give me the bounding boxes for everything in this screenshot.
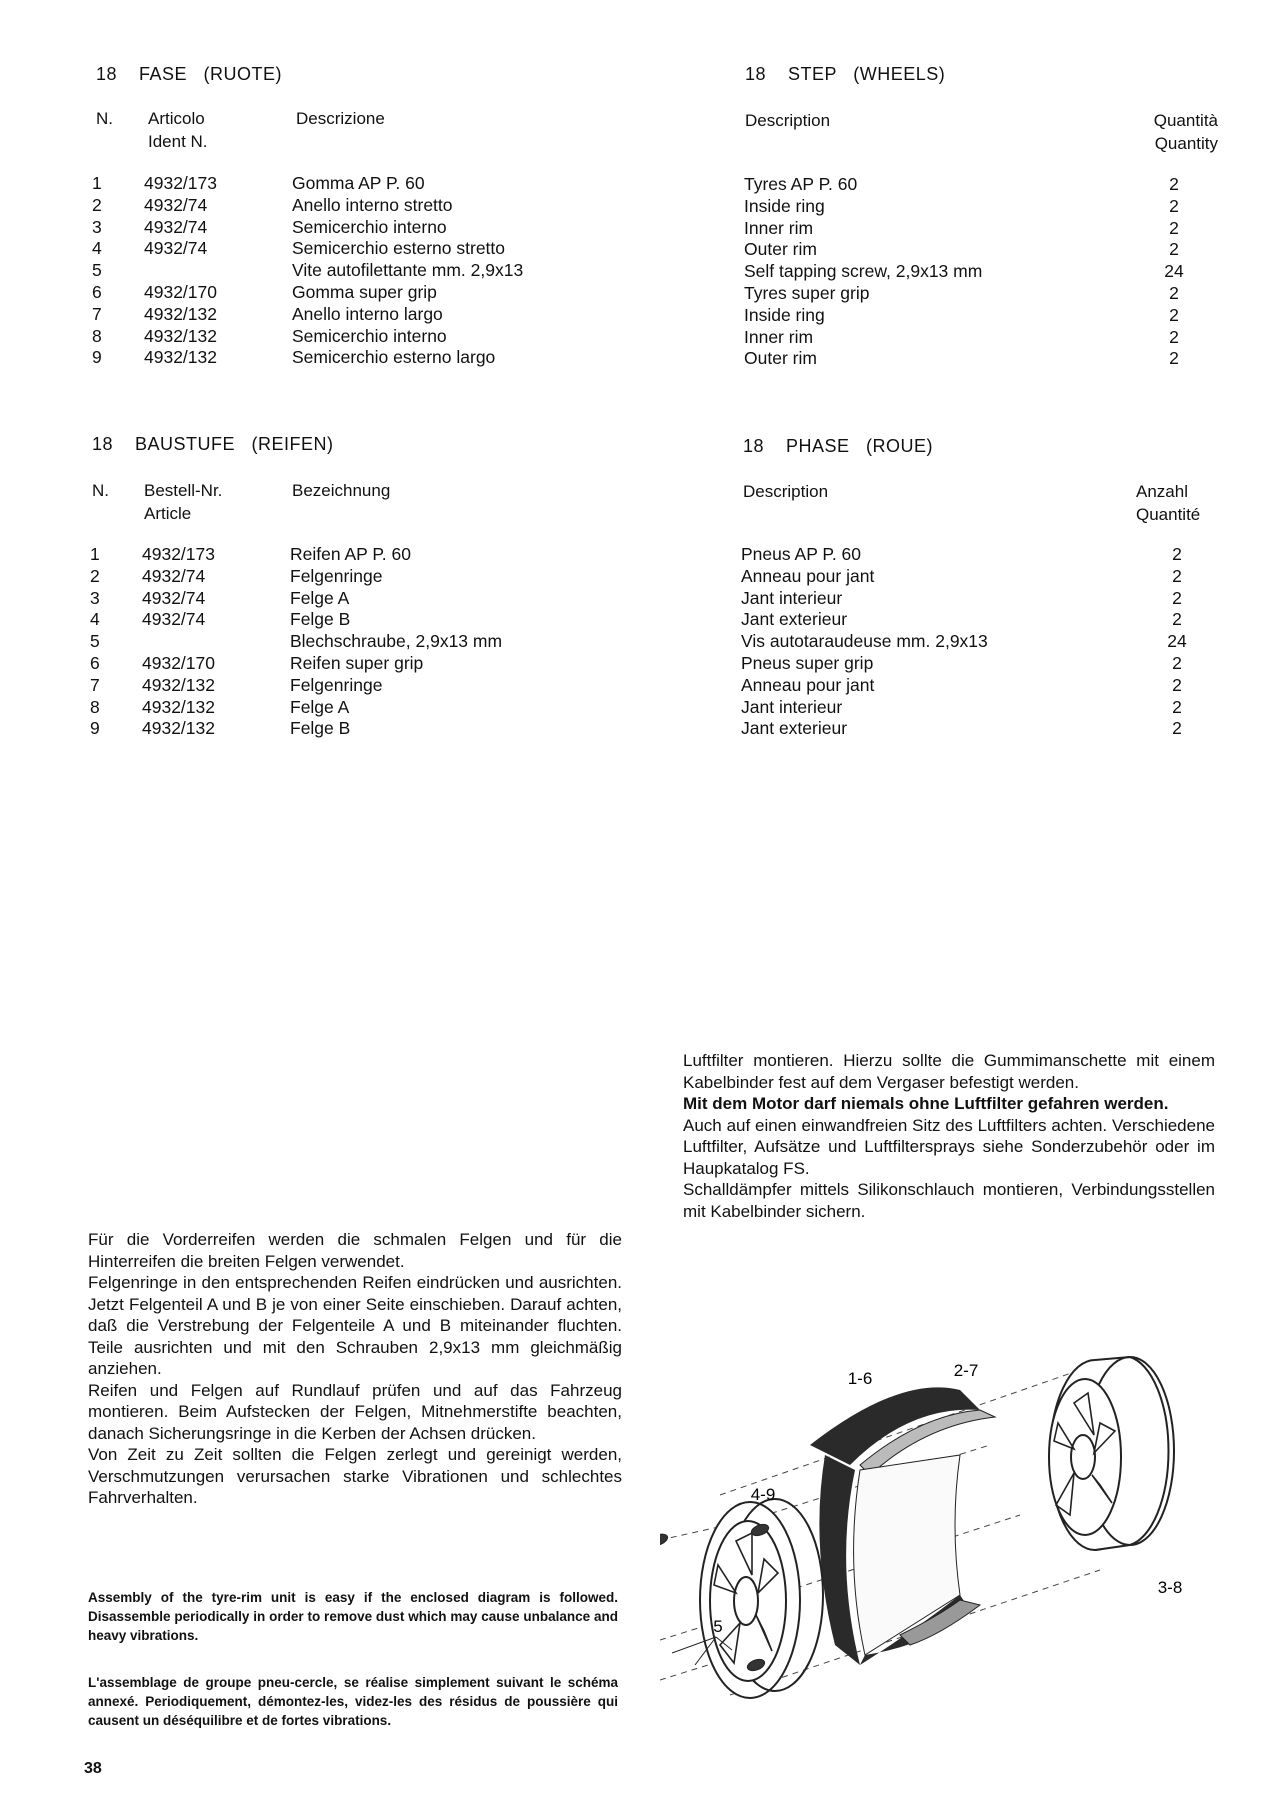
english-cell-desc: Self tapping screw, 2,9x13 mm [744, 261, 983, 282]
label-5: 5 [713, 1617, 723, 1636]
german-cell-art [142, 631, 290, 653]
italian-cell-n: 3 [92, 216, 102, 237]
italian-cell-desc: Semicerchio interno [292, 216, 447, 237]
italian-cell-n: 5 [92, 260, 102, 281]
wheel-para-1: Für die Vorderreifen werden die schmalen Felgen und für die Hinterreifen die breiten Felgen verwendet. [88, 1230, 622, 1271]
german-cell-desc: Reifen AP P. 60 [290, 544, 411, 564]
english-cell-desc: Outer rim [744, 348, 817, 369]
table-row [90, 697, 590, 719]
table-row [741, 697, 1207, 719]
tyre-part [810, 1387, 995, 1665]
table-row [741, 631, 1207, 653]
italian-cell-art: 4932/173 [144, 173, 217, 193]
german-cell-art: 4932/173 [142, 544, 215, 564]
italian-col-no: N. [96, 109, 113, 128]
label-4-9: 4-9 [750, 1485, 776, 1504]
english-col-description: Description [745, 111, 831, 130]
italian-parts-table [92, 173, 592, 369]
french-cell-desc: Pneus AP P. 60 [741, 544, 862, 564]
italian-cell-desc: Semicerchio interno [292, 325, 447, 346]
table-row [741, 588, 1207, 610]
table-row [744, 218, 1204, 240]
table-row [92, 217, 592, 239]
english-parts-table [744, 174, 1204, 370]
table-row [90, 588, 590, 610]
english-cell-desc: Inner rim [744, 326, 814, 347]
italian-cell-art: 4932/74 [144, 238, 208, 259]
french-section-title: 18 PHASE (ROUE) [743, 436, 934, 456]
french-col-quantity: Anzahl Quantité [1136, 482, 1201, 524]
wheel-exploded-diagram [660, 1345, 1200, 1740]
german-cell-n: 5 [90, 631, 100, 652]
english-note: Assembly of the tyre-rim unit is easy if the enclosed diagram is followed. Disassemble periodically in order to remove dust which may cause unbalance and heavy vibrations. [88, 1590, 618, 1643]
german-cell-desc: Felge B [290, 718, 351, 739]
table-row [741, 544, 1207, 566]
german-cell-desc: Reifen super grip [290, 652, 424, 673]
english-cell-qty: 2 [1169, 304, 1179, 325]
table-row [90, 631, 590, 653]
italian-col-description: Descrizione [296, 109, 385, 128]
german-col-no: N. [92, 481, 109, 500]
table-row [90, 653, 590, 675]
table-row [744, 327, 1204, 349]
page-number: 38 [84, 1760, 102, 1777]
german-cell-desc: Felgenringe [290, 565, 383, 586]
airfilter-warning: Mit dem Motor darf niemals ohne Luftfilter gefahren werden. [683, 1094, 1169, 1113]
french-cell-qty: 2 [1172, 565, 1182, 586]
wide-rim-part [1049, 1357, 1174, 1550]
italian-cell-n: 9 [92, 347, 102, 368]
italian-cell-n: 6 [92, 281, 102, 302]
table-row [744, 174, 1204, 196]
french-cell-desc: Anneau pour jant [741, 565, 875, 586]
table-row [92, 173, 592, 195]
german-cell-desc: Blechschraube, 2,9x13 mm [290, 631, 503, 652]
table-row [744, 348, 1204, 370]
german-cell-art: 4932/132 [142, 696, 215, 717]
label-2-7: 2-7 [953, 1361, 979, 1380]
italian-cell-n: 4 [92, 238, 102, 259]
table-row [744, 196, 1204, 218]
german-cell-desc: Felge A [290, 587, 350, 608]
table-row [741, 653, 1207, 675]
italian-cell-n: 7 [92, 303, 102, 324]
airfilter-para-1: Luftfilter montieren. Hierzu sollte die Gummimanschette mit einem Kabelbinder fest auf dem Vergaser befestigt werden. [683, 1051, 1215, 1092]
english-cell-qty: 24 [1164, 261, 1184, 282]
german-cell-art: 4932/74 [142, 565, 206, 586]
german-cell-desc: Felge A [290, 696, 350, 717]
table-row [744, 283, 1204, 305]
german-cell-n: 6 [90, 652, 100, 673]
italian-cell-art: 4932/132 [144, 347, 217, 368]
wheel-para-4: Von Zeit zu Zeit sollten die Felgen zerlegt und gereinigt werden, Verschmutzungen verursachen starke Vibrationen und schlechtes Fahrverhalten. [88, 1445, 622, 1507]
italian-cell-desc: Gomma AP P. 60 [292, 173, 425, 193]
german-cell-n: 1 [90, 544, 100, 564]
german-cell-n: 3 [90, 587, 100, 608]
label-3-8: 3-8 [1157, 1578, 1183, 1597]
italian-cell-art: 4932/170 [144, 281, 217, 302]
italian-cell-desc: Vite autofilettante mm. 2,9x13 [292, 260, 524, 281]
italian-cell-n: 8 [92, 325, 102, 346]
german-cell-n: 4 [90, 609, 100, 630]
italian-cell-desc: Anello interno stretto [292, 194, 453, 215]
french-cell-qty: 2 [1172, 696, 1182, 717]
italian-col-article: Articolo Ident N. [148, 109, 208, 151]
german-cell-art: 4932/132 [142, 718, 215, 739]
english-cell-desc: Outer rim [744, 239, 817, 260]
french-cell-qty: 24 [1167, 631, 1187, 652]
german-cell-n: 7 [90, 674, 100, 695]
english-table-body [744, 174, 1204, 370]
french-cell-qty: 2 [1172, 652, 1182, 673]
german-cell-art: 4932/74 [142, 609, 206, 630]
german-cell-n: 8 [90, 696, 100, 717]
italian-cell-desc: Gomma super grip [292, 281, 437, 302]
french-cell-qty: 2 [1172, 674, 1182, 695]
french-note: L'assemblage de groupe pneu-cercle, se réalise simplement suivant le schéma annexé. Periodiquement, démontez-les, videz-les des résidus de poussière qui causent un déséquilibre et de fortes vibrations. [88, 1675, 618, 1728]
table-row [92, 326, 592, 348]
french-cell-desc: Jant exterieur [741, 609, 848, 630]
table-row [744, 305, 1204, 327]
italian-cell-n: 1 [92, 173, 102, 193]
italian-section-title: 18 FASE (RUOTE) [96, 64, 283, 84]
table-row [741, 609, 1207, 631]
italian-cell-art: 4932/74 [144, 216, 208, 237]
italian-cell-n: 2 [92, 194, 102, 215]
table-row [741, 566, 1207, 588]
english-cell-qty: 2 [1169, 326, 1179, 347]
french-parts-table [741, 544, 1207, 740]
french-col-description: Description [743, 482, 829, 501]
french-cell-desc: Jant interieur [741, 696, 843, 717]
italian-cell-desc: Anello interno largo [292, 303, 443, 324]
wheel-para-2: Felgenringe in den entsprechenden Reifen eindrücken und ausrichten. Jetzt Felgenteil A und B je von einer Seite einschieben. Darauf achten, daß die Verstrebung der Felgenteile A und B miteinander fluchten. Teile ausrichten und mit den Schrauben 2,9x13 mm gleichmäßig anziehen. [88, 1273, 622, 1378]
airfilter-para-3: Auch auf einen einwandfreien Sitz des Luftfilters achten. Verschiedene Luftfilter, Aufsätze und Luftfiltersprays siehe Sonderzubehör oder im Haupkatalog FS. [683, 1115, 1215, 1178]
table-row [741, 718, 1207, 740]
english-cell-qty: 2 [1169, 282, 1179, 303]
german-cell-art: 4932/74 [142, 587, 206, 608]
english-cell-desc: Inside ring [744, 304, 825, 325]
english-cell-qty: 2 [1169, 239, 1179, 260]
airfilter-instructions [683, 1050, 1215, 1222]
italian-cell-art: 4932/132 [144, 303, 217, 324]
italian-cell-art: 4932/74 [144, 194, 208, 215]
table-row [90, 718, 590, 740]
table-row [92, 260, 592, 282]
english-cell-desc: Inside ring [744, 195, 825, 216]
airfilter-para-4: Schalldämpfer mittels Silikonschlauch montieren, Verbindungsstellen mit Kabelbinder sichern. [683, 1180, 1215, 1221]
french-table-body [741, 544, 1207, 740]
italian-cell-desc: Semicerchio esterno largo [292, 347, 496, 368]
label-1-6: 1-6 [847, 1369, 873, 1388]
french-cell-qty: 2 [1172, 587, 1182, 608]
german-cell-desc: Felgenringe [290, 674, 383, 695]
table-row [90, 544, 590, 566]
german-section-title: 18 BAUSTUFE (REIFEN) [92, 434, 334, 454]
table-row [92, 238, 592, 260]
english-cell-qty: 2 [1169, 174, 1179, 194]
french-cell-desc: Anneau pour jant [741, 674, 875, 695]
french-cell-qty: 2 [1172, 609, 1182, 630]
table-row [92, 282, 592, 304]
table-row [90, 675, 590, 697]
table-row [741, 675, 1207, 697]
english-section-title: 18 STEP (WHEELS) [745, 64, 946, 84]
german-parts-table [90, 544, 590, 740]
german-col-description: Bezeichnung [292, 481, 391, 500]
french-cell-desc: Jant interieur [741, 587, 843, 608]
english-cell-desc: Inner rim [744, 217, 814, 238]
table-row [92, 347, 592, 369]
table-row [92, 304, 592, 326]
german-col-article: Bestell-Nr. Article [144, 481, 223, 523]
table-row [90, 566, 590, 588]
english-cell-desc: Tyres AP P. 60 [744, 174, 858, 194]
english-cell-qty: 2 [1169, 348, 1179, 369]
wheel-para-3: Reifen und Felgen auf Rundlauf prüfen und auf das Fahrzeug montieren. Beim Aufstecken der Felgen, Mitnehmerstifte beachten, danach Sicherungsringe in die Kerben der Achsen drücken. [88, 1380, 622, 1443]
english-cell-desc: Tyres super grip [744, 282, 870, 303]
french-cell-desc: Vis autotaraudeuse mm. 2,9x13 [741, 631, 988, 652]
french-cell-desc: Pneus super grip [741, 652, 874, 673]
italian-table-body [92, 173, 592, 369]
italian-cell-desc: Semicerchio esterno stretto [292, 238, 506, 259]
german-cell-art: 4932/170 [142, 652, 215, 673]
german-table-body [90, 544, 590, 740]
table-row [744, 261, 1204, 283]
german-cell-n: 2 [90, 565, 100, 586]
table-row [90, 609, 590, 631]
german-cell-art: 4932/132 [142, 674, 215, 695]
table-row [92, 195, 592, 217]
english-cell-qty: 2 [1169, 195, 1179, 216]
italian-cell-art: 4932/132 [144, 325, 217, 346]
italian-cell-art [144, 260, 292, 282]
german-cell-desc: Felge B [290, 609, 351, 630]
french-cell-qty: 2 [1172, 718, 1182, 739]
french-cell-desc: Jant exterieur [741, 718, 848, 739]
english-cell-qty: 2 [1169, 217, 1179, 238]
english-col-quantity: Quantità Quantity [1153, 111, 1218, 153]
wheel-instructions [88, 1229, 622, 1509]
german-cell-n: 9 [90, 718, 100, 739]
french-cell-qty: 2 [1172, 544, 1182, 564]
table-row [744, 239, 1204, 261]
